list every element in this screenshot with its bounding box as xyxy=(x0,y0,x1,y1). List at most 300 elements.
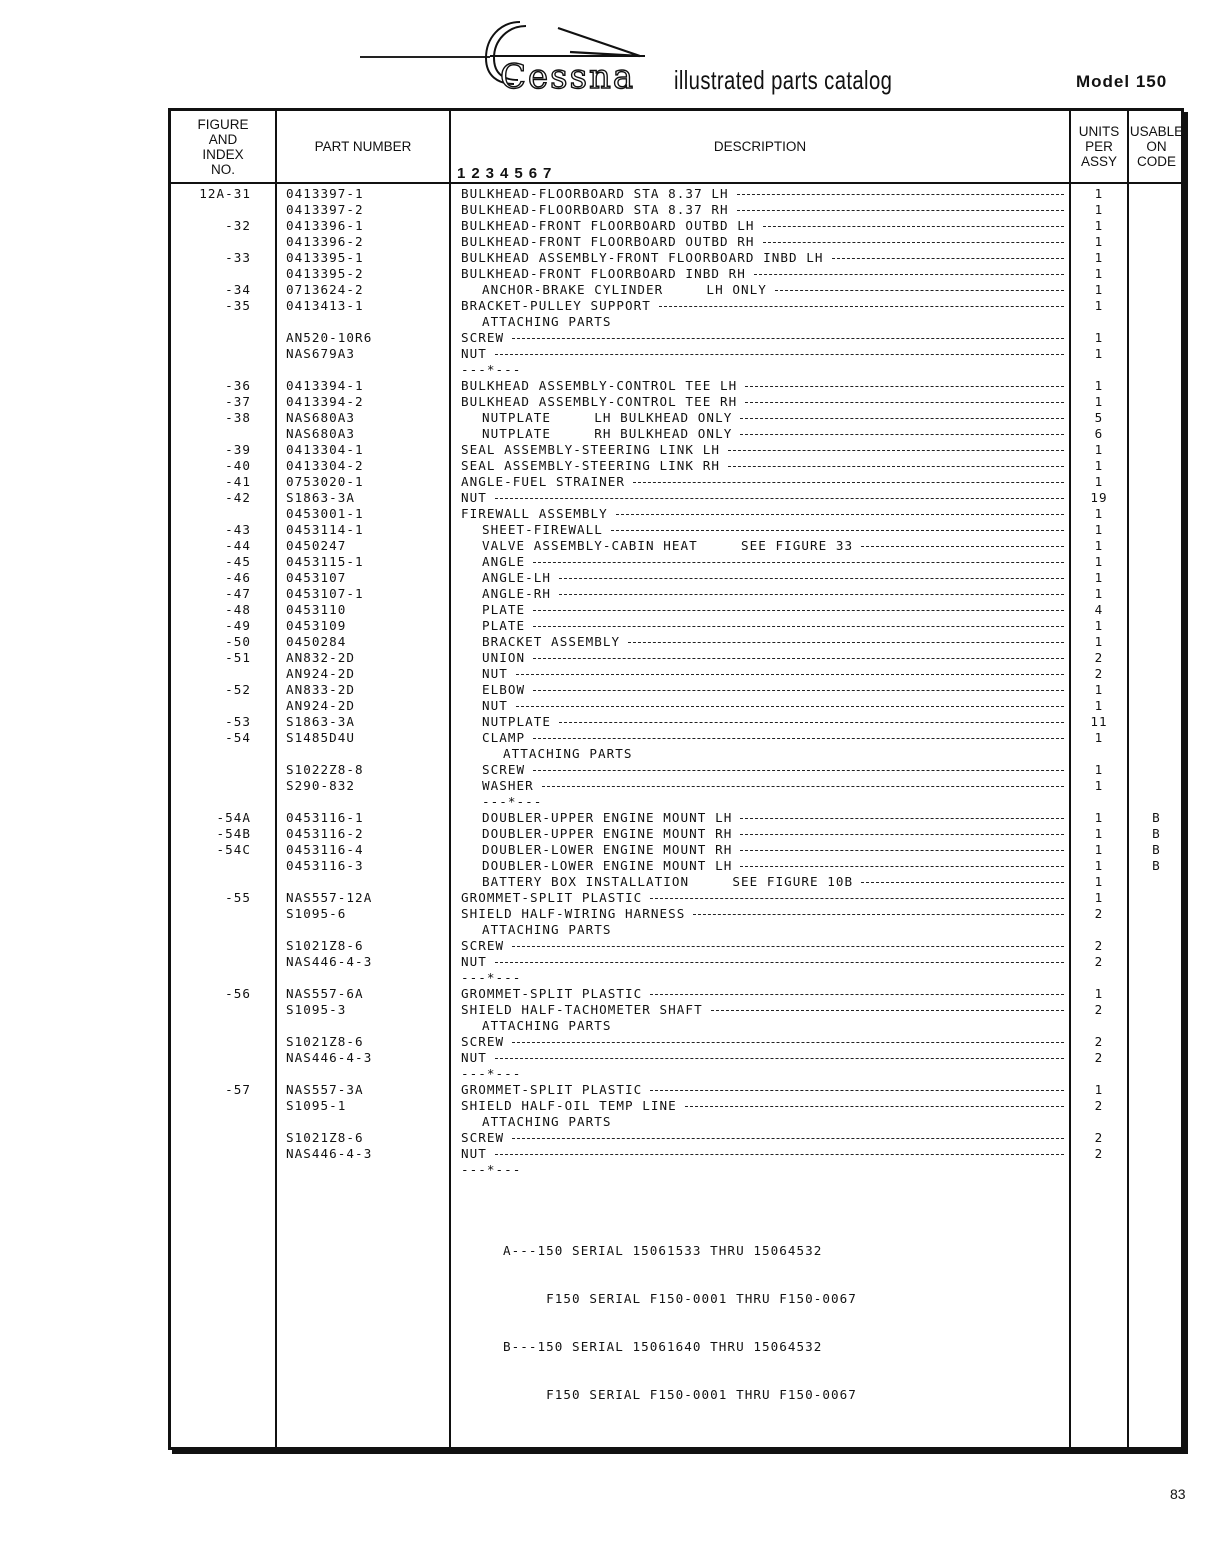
table-row xyxy=(171,490,1181,506)
part-number: NAS557-3A xyxy=(286,1082,364,1097)
units-per-assy: 2 xyxy=(1094,1034,1104,1049)
table-row xyxy=(171,522,1181,538)
header-line: DESCRIPTION xyxy=(713,139,807,154)
part-number: NAS680A3 xyxy=(286,410,356,425)
description xyxy=(461,458,1066,474)
table-row xyxy=(171,1002,1181,1018)
part-number: 0450247 xyxy=(286,538,347,553)
part-number: AN520-10R6 xyxy=(286,330,373,345)
description xyxy=(461,362,1066,378)
description xyxy=(461,1034,1066,1050)
table-row xyxy=(171,602,1181,618)
units-per-assy: 2 xyxy=(1094,1050,1104,1065)
description-text: NUT xyxy=(461,1146,487,1161)
figure-index: -41 xyxy=(225,474,251,489)
description xyxy=(461,442,1066,458)
description xyxy=(461,666,1066,682)
part-number: 0453116-3 xyxy=(286,858,364,873)
table-row xyxy=(171,202,1181,218)
part-number: NAS679A3 xyxy=(286,346,356,361)
leader-dashes xyxy=(650,994,1064,995)
units-per-assy: 1 xyxy=(1094,634,1104,649)
units-per-assy: 1 xyxy=(1094,682,1104,697)
description xyxy=(461,282,1066,298)
description-text: BULKHEAD-FRONT FLOORBOARD OUTBD LH xyxy=(461,218,755,233)
leader-dashes xyxy=(495,354,1064,355)
note-line: F150 SERIAL F150-0001 THRU F150-0067 xyxy=(503,1387,857,1402)
units-per-assy: 1 xyxy=(1094,298,1104,313)
part-number: S1095-1 xyxy=(286,1098,347,1113)
description-text: GROMMET-SPLIT PLASTIC xyxy=(461,986,643,1001)
table-row xyxy=(171,538,1181,554)
table-row xyxy=(171,1034,1181,1050)
table-row xyxy=(171,186,1181,202)
leader-dashes xyxy=(728,450,1064,451)
leader-dashes xyxy=(650,898,1064,899)
part-number: S1863-3A xyxy=(286,490,356,505)
leader-dashes xyxy=(711,1010,1064,1011)
units-per-assy: 1 xyxy=(1094,618,1104,633)
parts-table xyxy=(168,108,1184,1450)
description xyxy=(461,810,1066,826)
description xyxy=(461,794,1066,810)
description xyxy=(461,922,1066,938)
part-number-column-header xyxy=(277,111,449,182)
leader-dashes xyxy=(559,578,1064,579)
description-text: ANCHOR-BRAKE CYLINDER LH ONLY xyxy=(482,282,767,297)
description-text: BRACKET-PULLEY SUPPORT xyxy=(461,298,651,313)
leader-dashes xyxy=(533,562,1064,563)
leader-dashes xyxy=(685,1106,1064,1107)
description xyxy=(461,842,1066,858)
description xyxy=(461,410,1066,426)
units-per-assy: 2 xyxy=(1094,650,1104,665)
description-text: NUT xyxy=(482,698,508,713)
header-line: NO. xyxy=(210,161,235,177)
description xyxy=(461,938,1066,954)
description xyxy=(461,1002,1066,1018)
table-row xyxy=(171,842,1181,858)
units-per-assy: 1 xyxy=(1094,826,1104,841)
figure-index: -45 xyxy=(225,554,251,569)
description-text: SHEET-FIREWALL xyxy=(482,522,603,537)
table-row xyxy=(171,634,1181,650)
units-per-assy: 1 xyxy=(1094,570,1104,585)
description xyxy=(461,490,1066,506)
units-per-assy: 1 xyxy=(1094,442,1104,457)
description xyxy=(461,634,1066,650)
figure-index: -42 xyxy=(225,490,251,505)
leader-dashes xyxy=(512,338,1064,339)
description xyxy=(461,218,1066,234)
part-number: 0413397-1 xyxy=(286,186,364,201)
table-row xyxy=(171,394,1181,410)
description-text: PLATE xyxy=(482,602,526,617)
table-row xyxy=(171,794,1181,810)
usable-on-code: B xyxy=(1152,842,1161,857)
description-text: ---*--- xyxy=(461,362,522,377)
brand-name: Cessna xyxy=(500,57,636,97)
description-text: NUTPLATE RH BULKHEAD ONLY xyxy=(482,426,733,441)
description xyxy=(461,426,1066,442)
description-text: ---*--- xyxy=(461,1066,522,1081)
header-line: ASSY xyxy=(1080,154,1118,169)
leader-dashes xyxy=(763,242,1065,243)
leader-dashes xyxy=(693,914,1064,915)
table-row xyxy=(171,874,1181,890)
description xyxy=(461,506,1066,522)
table-row xyxy=(171,986,1181,1002)
description xyxy=(461,650,1066,666)
description xyxy=(461,714,1066,730)
header-line: PART NUMBER xyxy=(314,139,412,154)
leader-dashes xyxy=(754,274,1064,275)
units-per-assy: 1 xyxy=(1094,282,1104,297)
units-per-assy: 1 xyxy=(1094,346,1104,361)
figure-index: -47 xyxy=(225,586,251,601)
description xyxy=(461,394,1066,410)
part-number: AN924-2D xyxy=(286,698,356,713)
description xyxy=(461,1018,1066,1034)
table-row xyxy=(171,1050,1181,1066)
part-number: 0413397-2 xyxy=(286,202,364,217)
figure-index: -43 xyxy=(225,522,251,537)
part-number: 0453107 xyxy=(286,570,347,585)
description-text: BULKHEAD-FLOORBOARD STA 8.37 RH xyxy=(461,202,729,217)
description xyxy=(461,954,1066,970)
figure-index: -32 xyxy=(225,218,251,233)
table-row xyxy=(171,298,1181,314)
description-text: NUT xyxy=(461,490,487,505)
table-row xyxy=(171,938,1181,954)
part-number: 0753020-1 xyxy=(286,474,364,489)
leader-dashes xyxy=(861,882,1064,883)
table-row xyxy=(171,650,1181,666)
effectivity-notes xyxy=(503,1211,857,1435)
table-row xyxy=(171,698,1181,714)
part-number: S1095-3 xyxy=(286,1002,347,1017)
description xyxy=(461,682,1066,698)
leader-dashes xyxy=(533,770,1064,771)
table-row xyxy=(171,858,1181,874)
figure-index: -37 xyxy=(225,394,251,409)
description-text: SEAL ASSEMBLY-STEERING LINK RH xyxy=(461,458,720,473)
table-row xyxy=(171,314,1181,330)
page-number: 83 xyxy=(1170,1486,1186,1502)
table-row xyxy=(171,474,1181,490)
units-per-assy: 1 xyxy=(1094,394,1104,409)
table-row xyxy=(171,330,1181,346)
leader-dashes xyxy=(740,866,1064,867)
figure-index: 12A-31 xyxy=(199,186,251,201)
figure-index: -40 xyxy=(225,458,251,473)
part-number: 0453116-1 xyxy=(286,810,364,825)
description xyxy=(461,1098,1066,1114)
description xyxy=(461,1066,1066,1082)
leader-dashes xyxy=(611,530,1064,531)
figure-index: -50 xyxy=(225,634,251,649)
description xyxy=(461,1130,1066,1146)
leader-dashes xyxy=(775,290,1064,291)
leader-dashes xyxy=(745,402,1064,403)
note-line: A---150 SERIAL 15061533 THRU 15064532 xyxy=(503,1243,823,1258)
figure-index: -51 xyxy=(225,650,251,665)
description xyxy=(461,906,1066,922)
description xyxy=(461,378,1066,394)
table-row xyxy=(171,570,1181,586)
description-text: UNION xyxy=(482,650,526,665)
description-text: DOUBLER-UPPER ENGINE MOUNT RH xyxy=(482,826,733,841)
indent-digits: 1234567 xyxy=(457,165,558,182)
units-per-assy: 2 xyxy=(1094,666,1104,681)
description-text: WASHER xyxy=(482,778,534,793)
usable-on-code: B xyxy=(1152,858,1161,873)
table-row xyxy=(171,1018,1181,1034)
units-per-assy: 1 xyxy=(1094,218,1104,233)
table-row xyxy=(171,746,1181,762)
leader-dashes xyxy=(533,610,1064,611)
part-number: 0453107-1 xyxy=(286,586,364,601)
usable-column-header xyxy=(1129,111,1184,182)
units-per-assy: 1 xyxy=(1094,586,1104,601)
units-per-assy: 1 xyxy=(1094,842,1104,857)
leader-dashes xyxy=(495,1058,1064,1059)
figure-index: -56 xyxy=(225,986,251,1001)
part-number: 0713624-2 xyxy=(286,282,364,297)
table-row xyxy=(171,282,1181,298)
header-line: USABLE xyxy=(1129,124,1184,139)
part-number: S1021Z8-6 xyxy=(286,1130,364,1145)
header-line: INDEX xyxy=(202,146,244,162)
figure-index: -33 xyxy=(225,250,251,265)
units-per-assy: 1 xyxy=(1094,810,1104,825)
description xyxy=(461,874,1066,890)
table-row xyxy=(171,618,1181,634)
part-number: AN924-2D xyxy=(286,666,356,681)
units-per-assy: 5 xyxy=(1094,410,1104,425)
figure-index: -55 xyxy=(225,890,251,905)
units-per-assy: 1 xyxy=(1094,234,1104,249)
description-text: NUTPLATE LH BULKHEAD ONLY xyxy=(482,410,733,425)
table-row xyxy=(171,218,1181,234)
figure-index: -54A xyxy=(216,810,251,825)
units-per-assy: 1 xyxy=(1094,250,1104,265)
description-text: NUT xyxy=(482,666,508,681)
description xyxy=(461,554,1066,570)
usable-on-code: B xyxy=(1152,826,1161,841)
description-text: ---*--- xyxy=(461,970,522,985)
part-number: 0453116-4 xyxy=(286,842,364,857)
description-text: ANGLE xyxy=(482,554,526,569)
leader-dashes xyxy=(659,306,1064,307)
leader-dashes xyxy=(740,434,1064,435)
description xyxy=(461,890,1066,906)
table-row xyxy=(171,970,1181,986)
description xyxy=(461,746,1066,762)
header-line: UNITS xyxy=(1078,124,1120,139)
leader-dashes xyxy=(495,1154,1064,1155)
table-row xyxy=(171,922,1181,938)
leader-dashes xyxy=(559,594,1064,595)
description-text: SHIELD HALF-OIL TEMP LINE xyxy=(461,1098,677,1113)
description xyxy=(461,602,1066,618)
description xyxy=(461,250,1066,266)
part-number: 0413396-1 xyxy=(286,218,364,233)
leader-dashes xyxy=(633,482,1064,483)
part-number: S1021Z8-6 xyxy=(286,1034,364,1049)
part-number: S1021Z8-6 xyxy=(286,938,364,953)
units-per-assy: 1 xyxy=(1094,458,1104,473)
description-text: ELBOW xyxy=(482,682,526,697)
leader-dashes xyxy=(737,194,1064,195)
description xyxy=(461,618,1066,634)
part-number: S1022Z8-8 xyxy=(286,762,364,777)
units-per-assy: 19 xyxy=(1090,490,1108,505)
units-per-assy: 1 xyxy=(1094,858,1104,873)
note-line: B---150 SERIAL 15061640 THRU 15064532 xyxy=(503,1339,823,1354)
table-row xyxy=(171,554,1181,570)
description-text: GROMMET-SPLIT PLASTIC xyxy=(461,1082,643,1097)
header-line: FIGURE xyxy=(197,116,249,132)
description xyxy=(461,778,1066,794)
leader-dashes xyxy=(533,626,1064,627)
frame-shadow-bottom xyxy=(172,1450,1188,1454)
table-row xyxy=(171,1082,1181,1098)
figure-index: -35 xyxy=(225,298,251,313)
description-text: ---*--- xyxy=(461,1162,522,1177)
description xyxy=(461,970,1066,986)
units-per-assy: 1 xyxy=(1094,986,1104,1001)
description xyxy=(461,698,1066,714)
table-row xyxy=(171,378,1181,394)
units-per-assy: 1 xyxy=(1094,730,1104,745)
description-text: ATTACHING PARTS xyxy=(482,314,612,329)
header-line: ON xyxy=(1146,139,1167,154)
leader-dashes xyxy=(728,466,1064,467)
figure-index: -39 xyxy=(225,442,251,457)
units-per-assy: 1 xyxy=(1094,474,1104,489)
description-text: ANGLE-RH xyxy=(482,586,552,601)
table-row xyxy=(171,890,1181,906)
part-number: NAS557-6A xyxy=(286,986,364,1001)
part-number: S1863-3A xyxy=(286,714,356,729)
part-number: 0413304-2 xyxy=(286,458,364,473)
leader-dashes xyxy=(832,258,1064,259)
part-number: 0413395-2 xyxy=(286,266,364,281)
units-per-assy: 1 xyxy=(1094,890,1104,905)
header-line: CODE xyxy=(1136,154,1176,169)
part-number: NAS557-12A xyxy=(286,890,373,905)
description xyxy=(461,202,1066,218)
leader-dashes xyxy=(628,642,1064,643)
units-per-assy: 1 xyxy=(1094,698,1104,713)
description-text: CLAMP xyxy=(482,730,526,745)
part-number: 0413394-1 xyxy=(286,378,364,393)
description-text: BRACKET ASSEMBLY xyxy=(482,634,621,649)
table-row xyxy=(171,1114,1181,1130)
description-text: BULKHEAD ASSEMBLY-CONTROL TEE LH xyxy=(461,378,738,393)
table-row xyxy=(171,250,1181,266)
description xyxy=(461,522,1066,538)
catalog-title: illustrated parts catalog xyxy=(674,65,893,95)
table-row xyxy=(171,906,1181,922)
description-text: BULKHEAD-FRONT FLOORBOARD OUTBD RH xyxy=(461,234,755,249)
description-text: SEAL ASSEMBLY-STEERING LINK LH xyxy=(461,442,720,457)
description xyxy=(461,314,1066,330)
table-row xyxy=(171,682,1181,698)
leader-dashes xyxy=(650,1090,1064,1091)
description-text: GROMMET-SPLIT PLASTIC xyxy=(461,890,643,905)
part-number: AN833-2D xyxy=(286,682,356,697)
leader-dashes xyxy=(533,690,1064,691)
leader-dashes xyxy=(740,418,1064,419)
leader-dashes xyxy=(559,722,1064,723)
units-per-assy: 1 xyxy=(1094,378,1104,393)
leader-dashes xyxy=(740,834,1064,835)
description xyxy=(461,330,1066,346)
table-row xyxy=(171,1066,1181,1082)
description-text: SCREW xyxy=(461,938,505,953)
part-number: 0450284 xyxy=(286,634,347,649)
figure-index: -57 xyxy=(225,1082,251,1097)
description-text: BULKHEAD-FRONT FLOORBOARD INBD RH xyxy=(461,266,746,281)
usable-on-code: B xyxy=(1152,810,1161,825)
table-row xyxy=(171,778,1181,794)
description xyxy=(461,266,1066,282)
part-number: 0413304-1 xyxy=(286,442,364,457)
part-number: 0413395-1 xyxy=(286,250,364,265)
description-text: NUT xyxy=(461,1050,487,1065)
leader-dashes xyxy=(516,674,1064,675)
part-number: S290-832 xyxy=(286,778,356,793)
figure-index: -46 xyxy=(225,570,251,585)
part-number: 0413396-2 xyxy=(286,234,364,249)
description-text: ATTACHING PARTS xyxy=(503,746,633,761)
leader-dashes xyxy=(516,706,1064,707)
description xyxy=(461,538,1066,554)
table-row xyxy=(171,442,1181,458)
description-text: NUT xyxy=(461,346,487,361)
description-text: DOUBLER-LOWER ENGINE MOUNT RH xyxy=(482,842,733,857)
description-text: DOUBLER-UPPER ENGINE MOUNT LH xyxy=(482,810,733,825)
units-per-assy: 2 xyxy=(1094,1002,1104,1017)
description xyxy=(461,474,1066,490)
units-per-assy: 1 xyxy=(1094,762,1104,777)
leader-dashes xyxy=(533,658,1064,659)
description-text: FIREWALL ASSEMBLY xyxy=(461,506,608,521)
description xyxy=(461,1050,1066,1066)
units-per-assy: 1 xyxy=(1094,778,1104,793)
figure-index: -49 xyxy=(225,618,251,633)
leader-dashes xyxy=(512,1042,1064,1043)
leader-dashes xyxy=(495,498,1064,499)
part-number: S1485D4U xyxy=(286,730,356,745)
units-per-assy: 2 xyxy=(1094,1146,1104,1161)
logo-rule xyxy=(360,56,490,58)
description-text: ATTACHING PARTS xyxy=(482,922,612,937)
table-row xyxy=(171,1146,1181,1162)
units-per-assy: 2 xyxy=(1094,938,1104,953)
table-row xyxy=(171,714,1181,730)
table-row xyxy=(171,666,1181,682)
figure-index: -54B xyxy=(216,826,251,841)
description xyxy=(461,1114,1066,1130)
figure-index: -54C xyxy=(216,842,251,857)
header-line: AND xyxy=(208,131,238,147)
part-number: 0413394-2 xyxy=(286,394,364,409)
units-per-assy: 2 xyxy=(1094,1098,1104,1113)
part-number: NAS446-4-3 xyxy=(286,1146,373,1161)
